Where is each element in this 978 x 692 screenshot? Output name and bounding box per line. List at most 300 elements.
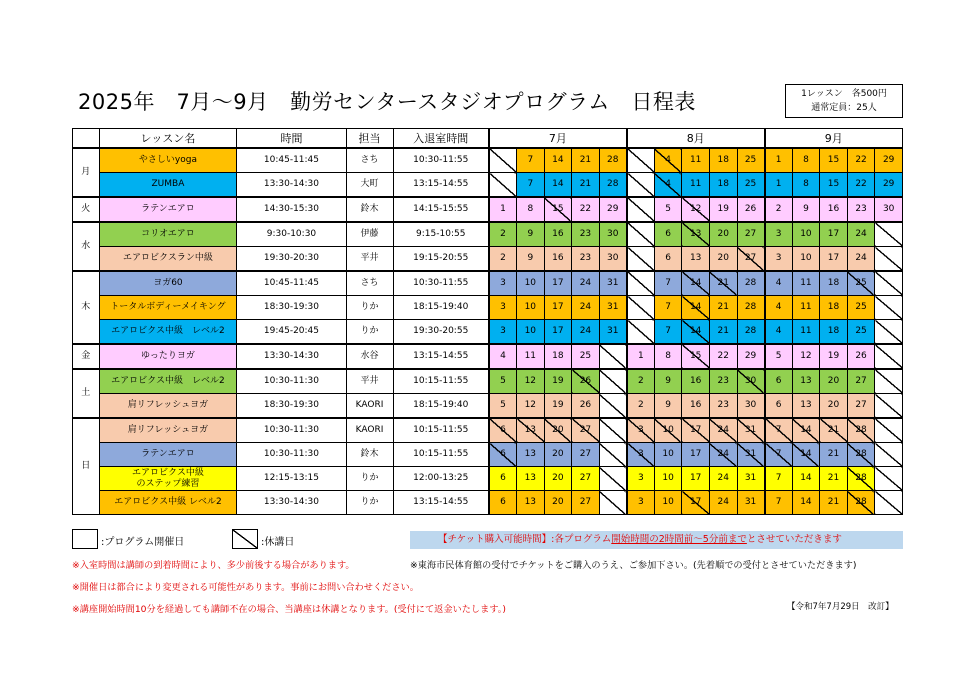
date-cell: 22	[847, 173, 875, 198]
instructor-cell: りか	[346, 467, 393, 491]
cancelled-date-cell: 12	[682, 197, 710, 222]
date-cell: 2	[489, 247, 517, 272]
date-cell: 4	[489, 344, 517, 369]
cancelled-date-cell: 13	[682, 222, 710, 247]
date-cell: 18	[820, 320, 848, 345]
date-cell: 29	[599, 197, 627, 222]
closed-day-cell	[599, 344, 627, 369]
closed-day-cell	[627, 222, 655, 247]
cancelled-date-cell: 15	[544, 197, 572, 222]
cancelled-date-cell: 14	[682, 271, 710, 296]
date-cell: 19	[544, 369, 572, 394]
lesson-name-cell: エアロビクス中級 レベル2	[99, 369, 237, 394]
page-title: 2025年 7月～9月 勤労センタースタジオプログラム 日程表	[78, 90, 696, 114]
price-info-box	[785, 84, 903, 118]
cancelled-date-cell: 30	[737, 369, 765, 394]
date-cell: 22	[847, 148, 875, 173]
closed-day-cell	[627, 148, 655, 173]
header-month-september: 9月	[765, 129, 903, 149]
date-cell: 11	[517, 344, 545, 369]
cancelled-date-cell: 24	[709, 418, 737, 443]
lesson-name-cell: ZUMBA	[99, 173, 237, 198]
lesson-name-cell: ラテンエアロ	[99, 443, 237, 467]
closed-day-cell	[627, 197, 655, 222]
date-cell: 5	[654, 197, 682, 222]
date-cell: 10	[654, 491, 682, 515]
date-cell: 16	[682, 394, 710, 419]
date-cell: 16	[544, 247, 572, 272]
date-cell: 6	[654, 222, 682, 247]
date-cell: 10	[517, 320, 545, 345]
revision-date: 【令和7年7月29日 改訂】	[787, 602, 894, 612]
closed-day-cell	[875, 418, 903, 443]
date-cell: 28	[737, 320, 765, 345]
cancelled-date-cell: 14	[682, 296, 710, 320]
banner-part2: 開始時間の2時間前～5分前まで	[611, 534, 747, 545]
date-cell: 10	[654, 467, 682, 491]
date-cell: 14	[544, 148, 572, 173]
date-cell: 8	[792, 173, 820, 198]
date-cell: 30	[599, 247, 627, 272]
date-cell: 21	[709, 296, 737, 320]
closed-day-cell	[627, 296, 655, 320]
date-cell: 23	[572, 247, 600, 272]
day-cell: 土	[73, 369, 100, 418]
date-cell: 29	[875, 148, 903, 173]
time-cell: 10:45-11:45	[237, 271, 346, 296]
cancelled-date-cell: 14	[792, 443, 820, 467]
date-cell: 27	[847, 369, 875, 394]
schedule-row	[73, 247, 903, 272]
lesson-name-cell: ヨガ60	[99, 271, 237, 296]
day-cell: 日	[73, 418, 100, 515]
cancelled-date-cell: 14	[682, 320, 710, 345]
date-cell: 13	[517, 443, 545, 467]
date-cell: 23	[572, 222, 600, 247]
lesson-name-cell: トータルボディーメイキング	[99, 296, 237, 320]
date-cell: 2	[765, 197, 793, 222]
date-cell: 31	[737, 467, 765, 491]
closed-day-cell	[875, 222, 903, 247]
date-cell: 19	[820, 344, 848, 369]
date-cell: 4	[765, 320, 793, 345]
price-line: 1レッスン 各500円	[801, 89, 887, 99]
date-cell: 8	[517, 197, 545, 222]
lesson-name-cell: エアロビクス中級 レベル2	[99, 491, 237, 515]
date-cell: 18	[544, 344, 572, 369]
schedule-row	[73, 443, 903, 467]
date-cell: 23	[847, 197, 875, 222]
date-cell: 28	[599, 148, 627, 173]
schedule-row	[73, 344, 903, 369]
time-cell: 13:30-14:30	[237, 344, 346, 369]
cancelled-date-cell: 21	[709, 271, 737, 296]
date-cell: 13	[517, 467, 545, 491]
closed-day-cell	[627, 320, 655, 345]
date-cell: 11	[682, 148, 710, 173]
date-cell: 21	[572, 148, 600, 173]
day-cell: 金	[73, 344, 100, 369]
instructor-cell: 鈴木	[346, 197, 393, 222]
date-cell: 2	[489, 222, 517, 247]
closed-day-cell	[875, 296, 903, 320]
ticket-banner	[410, 531, 903, 549]
cancelled-date-cell: 28	[847, 443, 875, 467]
closed-day-cell	[599, 394, 627, 419]
date-cell: 17	[820, 247, 848, 272]
date-cell: 9	[517, 222, 545, 247]
date-cell: 24	[847, 222, 875, 247]
date-cell: 25	[847, 296, 875, 320]
header-lesson-name: レッスン名	[99, 129, 237, 149]
date-cell: 27	[847, 394, 875, 419]
date-cell: 6	[489, 491, 517, 515]
date-cell: 24	[709, 467, 737, 491]
time-cell: 12:15-13:15	[237, 467, 346, 491]
date-cell: 6	[489, 467, 517, 491]
entry-time-cell: 13:15-14:55	[393, 491, 489, 515]
date-cell: 18	[709, 173, 737, 198]
time-cell: 10:45-11:45	[237, 148, 346, 173]
date-cell: 6	[654, 247, 682, 272]
cancelled-date-cell: 3	[627, 443, 655, 467]
date-cell: 21	[572, 173, 600, 198]
date-cell: 10	[792, 247, 820, 272]
cancelled-date-cell: 27	[572, 418, 600, 443]
date-cell: 23	[709, 394, 737, 419]
date-cell: 21	[709, 320, 737, 345]
instructor-cell: 水谷	[346, 344, 393, 369]
date-cell: 1	[627, 344, 655, 369]
date-cell: 25	[847, 320, 875, 345]
day-cell: 木	[73, 271, 100, 344]
header-instructor: 担当	[346, 129, 393, 149]
date-cell: 16	[544, 222, 572, 247]
date-cell: 24	[572, 271, 600, 296]
corner-cell	[73, 129, 100, 149]
date-cell: 3	[627, 467, 655, 491]
date-cell: 14	[544, 173, 572, 198]
day-cell: 月	[73, 148, 100, 197]
date-cell: 17	[544, 320, 572, 345]
date-cell: 21	[820, 491, 848, 515]
date-cell: 16	[682, 369, 710, 394]
header-row	[73, 129, 903, 149]
closed-day-cell	[627, 271, 655, 296]
date-cell: 9	[654, 369, 682, 394]
cancelled-date-cell: 6	[489, 418, 517, 443]
date-cell: 6	[765, 394, 793, 419]
schedule-row	[73, 394, 903, 419]
entry-time-cell: 12:00-13:25	[393, 467, 489, 491]
date-cell: 30	[737, 394, 765, 419]
date-cell: 25	[737, 148, 765, 173]
closed-day-cell	[599, 491, 627, 515]
note-schedule-change: ※開催日は都合により変更される可能性があります。事前にお問い合わせください。	[72, 582, 419, 593]
date-cell: 23	[709, 369, 737, 394]
date-cell: 10	[654, 443, 682, 467]
date-cell: 17	[682, 467, 710, 491]
instructor-cell: KAORI	[346, 394, 393, 419]
closed-day-cell	[489, 148, 517, 173]
date-cell: 8	[654, 344, 682, 369]
date-cell: 19	[709, 197, 737, 222]
date-cell: 20	[820, 394, 848, 419]
date-cell: 10	[792, 222, 820, 247]
date-cell: 17	[544, 296, 572, 320]
time-cell: 13:30-14:30	[237, 173, 346, 198]
closed-day-cell	[875, 443, 903, 467]
legend-open-swatch	[72, 529, 98, 549]
cancelled-date-cell: 17	[682, 418, 710, 443]
entry-time-cell: 18:15-19:40	[393, 394, 489, 419]
instructor-cell: 平井	[346, 247, 393, 272]
schedule-row	[73, 320, 903, 345]
date-cell: 15	[820, 148, 848, 173]
date-cell: 26	[737, 197, 765, 222]
closed-day-cell	[599, 369, 627, 394]
cancelled-date-cell: 17	[682, 491, 710, 515]
date-cell: 21	[820, 467, 848, 491]
date-cell: 11	[682, 173, 710, 198]
date-cell: 4	[765, 271, 793, 296]
schedule-row	[73, 296, 903, 320]
time-cell: 10:30-11:30	[237, 443, 346, 467]
schedule-row	[73, 148, 903, 173]
lesson-name-cell: ゆったりヨガ	[99, 344, 237, 369]
date-cell: 31	[599, 320, 627, 345]
date-cell: 13	[792, 394, 820, 419]
entry-time-cell: 19:30-20:55	[393, 320, 489, 345]
date-cell: 20	[544, 491, 572, 515]
date-cell: 5	[765, 344, 793, 369]
date-cell: 18	[820, 296, 848, 320]
closed-day-cell	[627, 173, 655, 198]
date-cell: 7	[765, 491, 793, 515]
date-cell: 2	[627, 369, 655, 394]
schedule-table	[72, 128, 903, 515]
cancelled-date-cell: 31	[737, 443, 765, 467]
cancelled-date-cell: 28	[847, 418, 875, 443]
date-cell: 28	[737, 296, 765, 320]
lesson-name-cell: やさしいyoga	[99, 148, 237, 173]
cancelled-date-cell: 7	[765, 418, 793, 443]
date-cell: 2	[627, 394, 655, 419]
date-cell: 29	[875, 173, 903, 198]
cancelled-date-cell: 4	[654, 173, 682, 198]
date-cell: 15	[820, 173, 848, 198]
date-cell: 11	[792, 296, 820, 320]
date-cell: 26	[847, 344, 875, 369]
date-cell: 31	[599, 271, 627, 296]
date-cell: 29	[737, 344, 765, 369]
entry-time-cell: 10:30-11:55	[393, 271, 489, 296]
note-ticket: ※東海市民体育館の受付でチケットをご購入のうえ、ご参加下さい。(先着順での受付とさせていただきます)	[410, 560, 857, 571]
capacity-line: 通常定員：25人	[811, 103, 877, 113]
closed-day-cell	[489, 173, 517, 198]
date-cell: 3	[489, 296, 517, 320]
date-cell: 17	[820, 222, 848, 247]
date-cell: 3	[765, 247, 793, 272]
cancelled-date-cell: 6	[489, 443, 517, 467]
time-cell: 18:30-19:30	[237, 296, 346, 320]
date-cell: 18	[820, 271, 848, 296]
header-month-july: 7月	[489, 129, 627, 149]
cancelled-date-cell: 28	[847, 491, 875, 515]
date-cell: 24	[709, 491, 737, 515]
date-cell: 20	[544, 467, 572, 491]
date-cell: 7	[517, 173, 545, 198]
instructor-cell: KAORI	[346, 418, 393, 443]
closed-day-cell	[875, 320, 903, 345]
instructor-cell: 大町	[346, 173, 393, 198]
cancelled-date-cell: 31	[737, 418, 765, 443]
note-entry-time: ※入室時間は講師の到着時間により、多少前後する場合があります。	[72, 560, 355, 571]
closed-day-cell	[875, 271, 903, 296]
schedule-row	[73, 369, 903, 394]
cancelled-date-cell: 28	[847, 467, 875, 491]
date-cell: 7	[765, 467, 793, 491]
date-cell: 6	[765, 369, 793, 394]
schedule-row	[73, 173, 903, 198]
date-cell: 7	[654, 296, 682, 320]
closed-day-cell	[599, 443, 627, 467]
date-cell: 4	[765, 296, 793, 320]
date-cell: 12	[792, 344, 820, 369]
time-cell: 19:30-20:30	[237, 247, 346, 272]
date-cell: 21	[820, 443, 848, 467]
schedule-row	[73, 271, 903, 296]
date-cell: 10	[517, 271, 545, 296]
date-cell: 1	[765, 173, 793, 198]
date-cell: 26	[572, 394, 600, 419]
banner-part1: 【チケット購入可能時間】:各プログラム	[438, 534, 612, 545]
legend-closed-swatch	[232, 529, 258, 549]
date-cell: 20	[820, 369, 848, 394]
time-cell: 10:30-11:30	[237, 418, 346, 443]
cancelled-date-cell: 10	[654, 418, 682, 443]
entry-time-cell: 10:15-11:55	[393, 369, 489, 394]
date-cell: 28	[599, 173, 627, 198]
closed-day-cell	[875, 344, 903, 369]
closed-day-cell	[599, 418, 627, 443]
instructor-cell: 伊藤	[346, 222, 393, 247]
date-cell: 18	[709, 148, 737, 173]
date-cell: 24	[847, 247, 875, 272]
legend-open-label: :プログラム開催日	[101, 537, 185, 548]
schedule-row	[73, 491, 903, 515]
date-cell: 19	[544, 394, 572, 419]
date-cell: 7	[654, 271, 682, 296]
date-cell: 17	[544, 271, 572, 296]
date-cell: 17	[682, 443, 710, 467]
date-cell: 12	[517, 394, 545, 419]
header-entry-time: 入退室時間	[393, 129, 489, 149]
date-cell: 27	[737, 222, 765, 247]
time-cell: 18:30-19:30	[237, 394, 346, 419]
note-cancellation: ※講座開始時間10分を経過しても講師不在の場合、当講座は休講となります。(受付にて返金いたします。)	[72, 604, 506, 615]
date-cell: 30	[875, 197, 903, 222]
lesson-name-cell: エアロビクス中級 のステップ練習	[99, 467, 237, 491]
date-cell: 11	[792, 271, 820, 296]
closed-day-cell	[875, 467, 903, 491]
day-cell: 火	[73, 197, 100, 222]
date-cell: 27	[572, 491, 600, 515]
lesson-name-cell: 肩リフレッシュヨガ	[99, 418, 237, 443]
day-cell: 水	[73, 222, 100, 271]
entry-time-cell: 10:30-11:55	[393, 148, 489, 173]
date-cell: 22	[709, 344, 737, 369]
schedule-row	[73, 467, 903, 491]
date-cell: 11	[792, 320, 820, 345]
time-cell: 14:30-15:30	[237, 197, 346, 222]
cancelled-date-cell: 3	[627, 418, 655, 443]
entry-time-cell: 14:15-15:55	[393, 197, 489, 222]
cancelled-date-cell: 15	[682, 344, 710, 369]
cancelled-date-cell: 20	[544, 418, 572, 443]
date-cell: 7	[654, 320, 682, 345]
instructor-cell: りか	[346, 320, 393, 345]
cancelled-date-cell: 25	[847, 271, 875, 296]
date-cell: 9	[654, 394, 682, 419]
lesson-name-cell: エアロビクス中級 レベル2	[99, 320, 237, 345]
date-cell: 5	[489, 394, 517, 419]
date-cell: 3	[627, 491, 655, 515]
instructor-cell: さち	[346, 148, 393, 173]
cancelled-date-cell: 13	[517, 418, 545, 443]
date-cell: 20	[709, 247, 737, 272]
date-cell: 10	[517, 296, 545, 320]
cancelled-date-cell: 21	[820, 418, 848, 443]
cancelled-date-cell: 24	[709, 443, 737, 467]
closed-day-cell	[875, 247, 903, 272]
header-time: 時間	[237, 129, 346, 149]
date-cell: 8	[792, 148, 820, 173]
date-cell: 24	[572, 320, 600, 345]
date-cell: 1	[765, 148, 793, 173]
closed-day-cell	[875, 369, 903, 394]
lesson-name-cell: 肩リフレッシュヨガ	[99, 394, 237, 419]
cancelled-date-cell: 27	[737, 247, 765, 272]
schedule-row	[73, 222, 903, 247]
date-cell: 9	[792, 197, 820, 222]
date-cell: 28	[737, 271, 765, 296]
date-cell: 14	[792, 467, 820, 491]
date-cell: 9	[517, 247, 545, 272]
closed-day-cell	[627, 247, 655, 272]
closed-day-cell	[875, 394, 903, 419]
entry-time-cell: 13:15-14:55	[393, 173, 489, 198]
date-cell: 3	[765, 222, 793, 247]
cancelled-date-cell: 4	[654, 148, 682, 173]
date-cell: 14	[792, 491, 820, 515]
date-cell: 27	[572, 467, 600, 491]
banner-part3: とさせていただきます	[746, 534, 842, 545]
date-cell: 20	[709, 222, 737, 247]
date-cell: 27	[572, 443, 600, 467]
instructor-cell: さち	[346, 271, 393, 296]
legend-closed-label: :休講日	[261, 537, 295, 548]
date-cell: 30	[599, 222, 627, 247]
lesson-name-cell: ラテンエアロ	[99, 197, 237, 222]
entry-time-cell: 19:15-20:55	[393, 247, 489, 272]
date-cell: 22	[572, 197, 600, 222]
date-cell: 3	[489, 271, 517, 296]
time-cell: 9:30-10:30	[237, 222, 346, 247]
schedule-row	[73, 418, 903, 443]
date-cell: 1	[489, 197, 517, 222]
instructor-cell: 平井	[346, 369, 393, 394]
